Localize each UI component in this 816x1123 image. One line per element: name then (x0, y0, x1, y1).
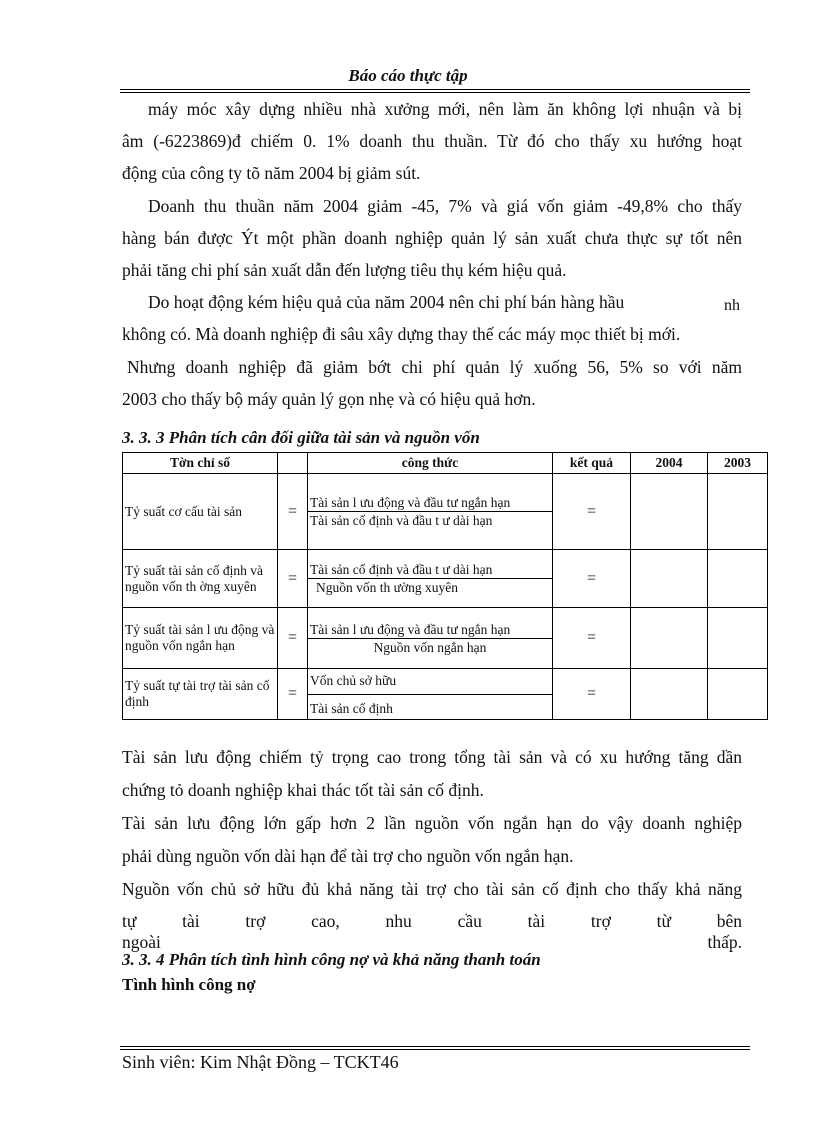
paragraph-line: Tài sản lưu động lớn gấp hơn 2 lần nguồn vốn ngắn hạn do vậy doanh nghiệp (122, 813, 742, 833)
paragraph-line: 2003 cho thấy bộ máy quản lý gọn nhẹ và có hiệu quả hơn. (122, 389, 536, 409)
formula-numerator: Tài sản l ưu động và đầu tư ngắn hạn (308, 621, 552, 639)
formula-fraction (308, 608, 553, 669)
table-header-cell: kết quả (553, 453, 631, 474)
result-cell: = (553, 608, 631, 669)
value-2004 (631, 669, 708, 720)
equals-sign: = (278, 550, 308, 608)
ratio-name: Tỷ suất cơ cấu tài sản (123, 474, 278, 550)
paragraph-line: Do hoạt động kém hiệu quả của năm 2004 nên chi phí bán hàng hầu (148, 292, 625, 312)
table-row (123, 550, 768, 608)
paragraph-line: hàng bán được Ýt một phần doanh nghiệp quản lý sản xuất chưa thực sự tốt nên (122, 228, 742, 248)
value-2003 (708, 669, 768, 720)
table-header-cell: 2004 (631, 453, 708, 474)
section-heading-334: 3. 3. 4 Phân tích tình hình công nợ và khả năng thanh toán (122, 950, 541, 969)
table-row (123, 474, 768, 550)
table-header-cell: công thức (308, 453, 553, 474)
equals-sign: = (278, 608, 308, 669)
value-2004 (631, 608, 708, 669)
value-2004 (631, 474, 708, 550)
paragraph-line: động của công ty tõ năm 2004 bị giảm sút. (122, 163, 421, 183)
footer-text: Sinh viên: Kim Nhật Đồng – TCKT46 (122, 1052, 399, 1072)
result-cell: = (553, 669, 631, 720)
formula-fraction (308, 474, 553, 550)
value-2004 (631, 550, 708, 608)
formula-numerator: Tài sản cố định và đầu t ư dài hạn (308, 561, 552, 579)
table-header-cell: Tờn chỉ số (123, 453, 278, 474)
ratio-name: Tỷ suất tài sản l ưu động và nguồn vốn ngắn hạn (123, 608, 278, 669)
paragraph-line: phải dùng nguồn vốn dài hạn để tài trợ cho nguồn vốn ngắn hạn. (122, 846, 574, 866)
paragraph-line: không có. Mà doanh nghiệp đi sâu xây dựng thay thế các máy mọc thiết bị mới. (122, 324, 681, 344)
table-header-cell (278, 453, 308, 474)
header-rule-2 (120, 92, 750, 93)
equals-sign: = (278, 669, 308, 720)
result-cell: = (553, 474, 631, 550)
page-header-title: Báo cáo thực tập (348, 66, 468, 85)
paragraph-line: âm (-6223869)đ chiếm 0. 1% doanh thu thuần. Từ đó cho thấy xu hướng hoạt (122, 131, 742, 151)
header-rule-1 (120, 89, 750, 90)
paragraph-line: Doanh thu thuần năm 2004 giảm -45, 7% và giá vốn giảm -49,8% cho thấy (148, 196, 742, 216)
formula-denominator: Tài sản cố định và đầu t ư dài hạn (310, 513, 493, 528)
section-heading-333: 3. 3. 3 Phân tích cân đối giữa tài sản và nguồn vốn (122, 428, 480, 447)
ratio-name: Tỷ suất tự tài trợ tài sản cố định (123, 669, 278, 720)
formula-numerator: Vốn chủ sở hữu (308, 672, 552, 695)
formula-numerator: Tài sản l ưu động và đầu tư ngắn hạn (308, 494, 552, 512)
table-row (123, 608, 768, 669)
formula-denominator: Nguồn vốn th ường xuyên (316, 580, 458, 595)
equals-sign: = (278, 474, 308, 550)
formula-denominator: Tài sản cố định (310, 700, 393, 716)
footer-rule-2 (120, 1049, 750, 1050)
paragraph-line: Nguồn vốn chủ sở hữu đủ khả năng tài trợ cho tài sản cố định cho thấy khả năng (122, 879, 742, 899)
stray-text: nh (724, 297, 740, 314)
footer-rule-1 (120, 1046, 750, 1047)
paragraph-line: máy móc xây dựng nhiều nhà xưởng mới, nên làm ăn không lợi nhuận và bị (148, 99, 742, 119)
table-header-row (123, 453, 768, 474)
subheading: Tình hình công nợ (122, 975, 256, 994)
result-cell: = (553, 550, 631, 608)
value-2003 (708, 474, 768, 550)
table-header-cell: 2003 (708, 453, 768, 474)
table-row (123, 669, 768, 720)
paragraph-line: chứng tỏ doanh nghiệp khai thác tốt tài sản cố định. (122, 780, 484, 800)
value-2003 (708, 608, 768, 669)
formula-fraction (308, 550, 553, 608)
paragraph-line: Tài sản lưu động chiếm tỷ trọng cao trong tổng tài sản và có xu hướng tăng dần (122, 747, 742, 767)
ratio-name: Tỷ suất tài sản cố định và nguồn vốn th ờng xuyên (123, 550, 278, 608)
formula-fraction (308, 669, 553, 720)
value-2003 (708, 550, 768, 608)
formula-denominator: Nguồn vốn ngắn hạn (373, 639, 487, 655)
paragraph-line: Nhưng doanh nghiệp đã giảm bớt chi phí quản lý xuống 56, 5% so với năm (127, 357, 742, 377)
ratio-table (122, 452, 768, 720)
paragraph-line: tự tài trợ cao, nhu cầu tài trợ từ bên ngoài thấp. (122, 911, 742, 952)
paragraph-line: phải tăng chi phí sản xuất dẫn đến lượng tiêu thụ kém hiệu quả. (122, 260, 567, 280)
